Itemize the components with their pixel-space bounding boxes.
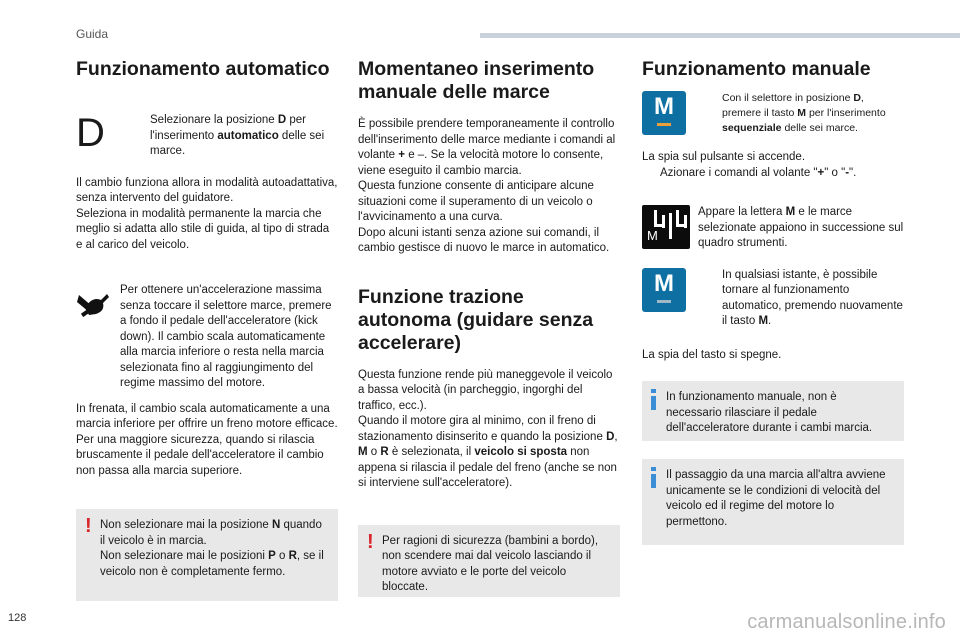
info-gear-change-text: Il passaggio da una marcia all'altra avviene unicamente se le condizioni di velocità del veicolo ed il regime del motore lo permettono. xyxy=(666,469,886,528)
bullet-icon xyxy=(642,166,660,182)
warning-safety-note xyxy=(358,525,620,597)
temporary-manual-text: È possibile prendere temporaneamente il controllo dell'inserimento delle marce mediante i comandi al volante + e –. Se la velocità motore lo consente, viene eseguito il cambio marcia. Questa funzione consente di anticipare alcune situazioni come il superamento di un veicolo o l'avvicinamento a una curva. Dopo alcuni istanti senza azione sui comandi, il cambio gestisce di nuovo le marce in automatico. xyxy=(358,118,616,254)
warning-safety-text: Per ragioni di sicurezza (bambini a bordo), non scendere mai dal veicolo lasciando il motore avviato e le porte del veicolo bloccate. xyxy=(382,534,599,593)
info-release-pedal-text: In funzionamento manuale, non è necessario rilasciare il pedale dell'acceleratore durante i cambi marcia. xyxy=(666,391,873,434)
kickdown-text: Per ottenere un'accelerazione massima senza toccare il selettore marce, premere a fondo il pedale dell'acceleratore (kick down). Il cambio scala automaticamente alla marcia inferiore o resta nella marcia selezionata fino al raggiungimento del regime massimo del motore. xyxy=(120,284,332,389)
header-bar xyxy=(480,33,960,38)
warning-icon: ! xyxy=(85,515,92,537)
braking-paragraph: In frenata, il cambio scala automaticamente a una marcia inferiore per offrire un freno motore efficace. Per una maggiore sicurezza, quando si rilascia bruscamente il pedale dell'acceleratore il cambio non passa alla marcia superiore. xyxy=(76,402,338,477)
instrument-cluster-icon: M xyxy=(642,205,690,249)
cluster-display-text: Appare la lettera M e le marce selezionate appaiono in successione sul quadro strumenti. xyxy=(698,206,904,249)
title-manual: Funzionamento manuale xyxy=(642,58,871,80)
cluster-display-block xyxy=(642,205,904,252)
d-position-icon: D xyxy=(76,111,105,155)
select-d-block xyxy=(76,113,338,160)
info-icon xyxy=(651,467,656,488)
select-d-text: Selezionare la posizione D per l'inserimento automatico delle sei marce. xyxy=(150,114,325,157)
title-automatic: Funzionamento automatico xyxy=(76,58,330,80)
m-button-lamp-on-icon: M xyxy=(642,91,686,135)
lamp-on-text: La spia sul pulsante si accende. xyxy=(642,151,806,163)
info-icon xyxy=(651,389,656,410)
step-press-m-text: Con il selettore in posizione D, premere il tasto M per l'inserimento sequenziale delle sei marce. xyxy=(722,92,886,134)
auto-adaptive-paragraph: Il cambio funziona allora in modalità autoadattativa, senza intervento del guidatore. Seleziona in modalità permanente la marcia che meglio si adatta allo stile di guida, al tipo di strada e al carico del veicolo. xyxy=(76,176,338,251)
column-manual xyxy=(642,58,904,545)
info-release-pedal-note xyxy=(642,381,904,441)
column-temporary-manual xyxy=(358,58,620,597)
step-return-auto-text: In qualsiasi istante, è possibile tornare al funzionamento automatico, premendo nuovamente il tasto M. xyxy=(722,268,903,327)
step-paddles xyxy=(642,166,904,182)
bullet-icon xyxy=(704,268,722,330)
info-gear-change-note xyxy=(642,459,904,545)
creep-function-text: Questa funzione rende più maneggevole il veicolo a bassa velocità (in parcheggio, ingorghi del traffico, ecc.). Quando il motore gira al minimo, con il freno di stazionamento disinserito e quando la posizione D, M o R è selezionata, il veicolo si sposta non appena si rilascia il pedale del freno (anche se non si interviene sull'acceleratore). xyxy=(358,368,618,489)
watermark: carmanualsonline.info xyxy=(747,611,946,633)
page-number: 128 xyxy=(8,612,27,624)
bullet-icon xyxy=(124,113,150,160)
warning-icon: ! xyxy=(367,530,374,553)
section-label: Guida xyxy=(76,27,109,41)
warning-neutral-note xyxy=(76,509,338,601)
m-button-lamp-off-icon: M xyxy=(642,268,686,312)
column-automatic xyxy=(76,58,338,601)
step-press-m xyxy=(642,91,904,136)
title-creep-function: Funzione trazione autonoma (guidare senza accelerare) xyxy=(358,285,594,354)
lamp-off-text: La spia del tasto si spegne. xyxy=(642,348,782,361)
title-temporary-manual: Momentaneo inserimento manuale delle marce xyxy=(358,58,595,103)
step-paddles-text: Azionare i comandi al volante "+" o "-". xyxy=(660,166,857,179)
pedal-foot-icon xyxy=(76,283,120,392)
bullet-icon xyxy=(704,91,722,136)
step-return-auto xyxy=(642,268,904,330)
warning-neutral-text: Non selezionare mai la posizione N quando il veicolo è in marcia. Non selezionare mai le posizioni P o R, se il veicolo non è completamente fermo. xyxy=(100,519,324,578)
kickdown-block xyxy=(76,283,338,392)
